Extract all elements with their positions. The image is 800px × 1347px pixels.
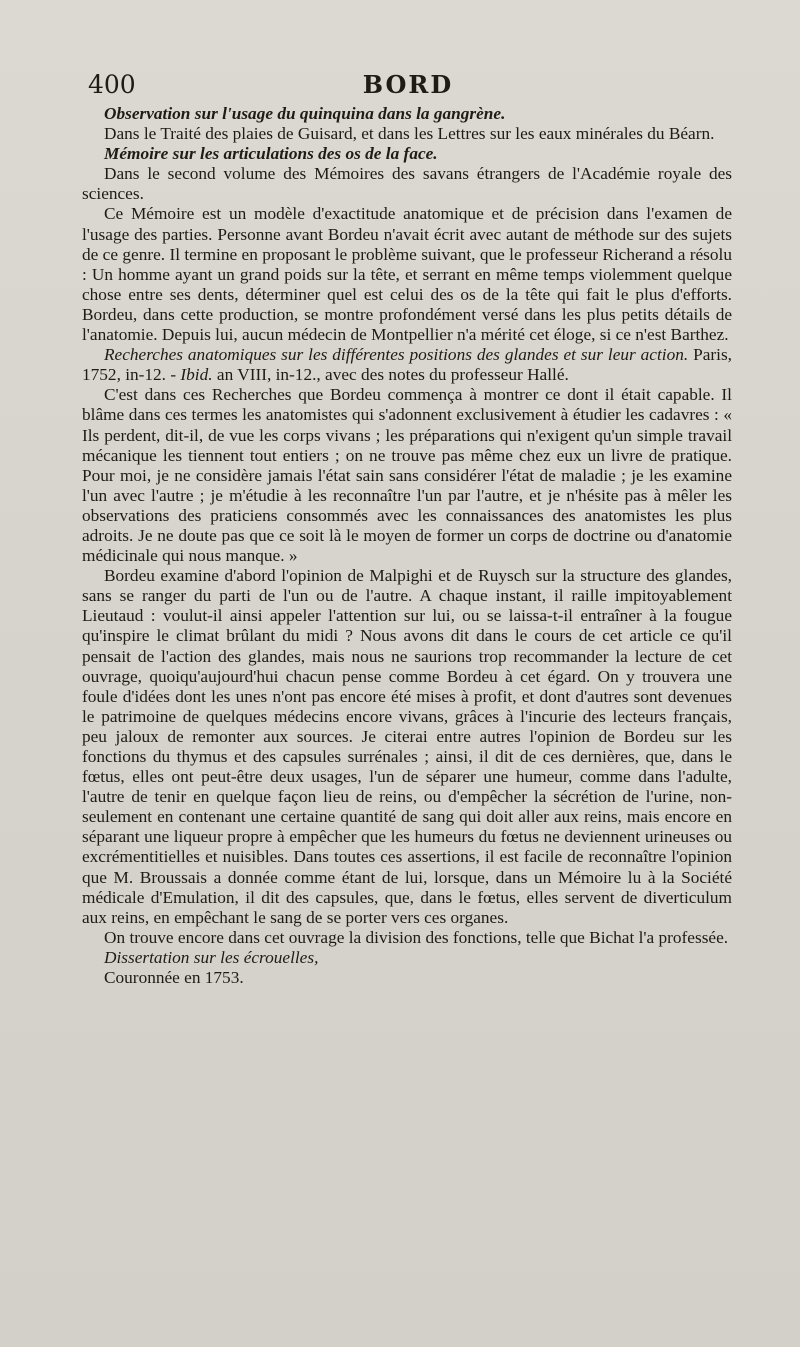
paragraph: On trouve encore dans cet ouvrage la division des fonctions, telle que Bichat l'a professée.	[104, 927, 729, 947]
ibid-label: Ibid.	[180, 365, 213, 385]
paragraph: Dans le second volume des Mémoires des savans étrangers de l'Académie royale des sciences.	[82, 164, 732, 204]
paragraph: Ce Mémoire est un modèle d'exactitude anatomique et de précision dans l'examen de l'usage des parties. Personne avant Bordeu n'avait écrit avec autant de méthode sur des sujets de ce genre. Il termine en proposant le problème suivant, que le professeur Richerand a résolu : Un homme ayant un grand poids sur la tête, et serrant en même temps violemment quelque chose entre ses dents, déterminer quel est celui des os de la tête qui fait le plus d'efforts. Bordeu, dans cette production, se montre profondément versé dans les plus petits détails de l'anatomie. Depuis lui, aucun médecin de Montpellier n'a mérité cet éloge, si ce n'est Barthez.	[82, 204, 732, 345]
paragraph: C'est dans ces Recherches que Bordeu commença à montrer ce dont il était capable. Il blâme dans ces termes les anatomistes qui s'adonnent exclusivement à étudier les cadavres : « Ils perdent, dit-il, de vue les corps vivans ; les préparations qui n'exigent qu'un simple travail mécanique les tiennent tout entiers ; on ne trouve pas même chez eux un livre de pratique. Pour moi, je ne considère jamais l'état sain sans considérer l'état de maladie ; je les examine l'un avec l'autre ; je m'étudie à les reconnaître l'un par l'autre, et je n'hésite pas à mêler les observations des praticiens consommés avec les connaissances des anatomistes les plus adroits. Je ne doute pas que ce soit là le moyen de former un corps de doctrine ou d'anatomie médicinale qui nous manque. »	[82, 385, 732, 566]
paragraph: Couronnée en 1753.	[104, 968, 244, 988]
reference-details: Paris, 1752, in-12. -	[82, 345, 732, 385]
page-header	[88, 70, 728, 104]
work-title-recherches: Recherches anatomiques sur les différentes positions des glandes et sur leur action.	[104, 345, 689, 365]
work-title-articulations: Mémoire sur les articulations des os de la face.	[104, 144, 438, 164]
reference-details-2: an VIII, in-12., avec des notes du professeur Hallé.	[212, 365, 569, 385]
running-head: BORD	[362, 70, 454, 99]
paragraph: Dans le Traité des plaies de Guisard, et dans les Lettres sur les eaux minérales du Béarn.	[104, 124, 715, 144]
paragraph: Bordeu examine d'abord l'opinion de Malpighi et de Ruysch sur la structure des glandes, sans se ranger du parti de l'un ou de l'autre. A chaque instant, il raille impitoyablement Lieutaud : voulut-il ainsi appeler l'attention sur lui, ou se laissa-t-il entraîner à la fougue qu'inspire le climat brûlant du midi ? Nous avons dit dans le cours de cet article ce qu'il pensait de l'action des glandes, mais nous ne saurions trop recommander la lecture de cet ouvrage, quoiqu'aujourd'hui chacun pense comme Bordeu à cet égard. On y trouvera une foule d'idées dont les unes n'ont pas encore été mises à profit, et dont d'autres sont devenues le patrimoine de quelques médecins encore vivans, grâces à l'incurie des lecteurs français, peu jaloux de remonter aux sources. Je citerai entre autres l'opinion de Bordeu sur les fonctions du thymus et des capsules surrénales ; ainsi, il dit de ces dernières, que, dans le fœtus, elles ont peut-être deux usages, l'un de séparer une humeur, comme dans l'adulte, l'autre de tenir en quelque façon lieu de reins, ou d'empêcher la sécrétion de l'urine, non-seulement en contenant une certaine quantité de sang qui doit aller aux reins, mais encore en séparant une liqueur propre à empêcher que les humeurs du fœtus ne deviennent urineuses ou excrémentitielles et nuisibles. Dans toutes ces assertions, il est facile de reconnaître l'opinion que M. Broussais a donnée comme étant de lui, lorsque, dans un Mémoire lu à la Société médicale d'Emulation, il dit des capsules, que, dans le fœtus, elles servent de diverticulum aux reins, en empêchant le sang de se porter vers ces organes.	[82, 566, 732, 927]
body-text	[82, 104, 732, 988]
work-reference-recherches	[82, 345, 732, 385]
page-number: 400	[88, 70, 136, 99]
work-title-quinquina: Observation sur l'usage du quinquina dans la gangrène.	[104, 104, 506, 123]
work-title-ecrouelles: Dissertation sur les écrouelles,	[104, 947, 319, 967]
